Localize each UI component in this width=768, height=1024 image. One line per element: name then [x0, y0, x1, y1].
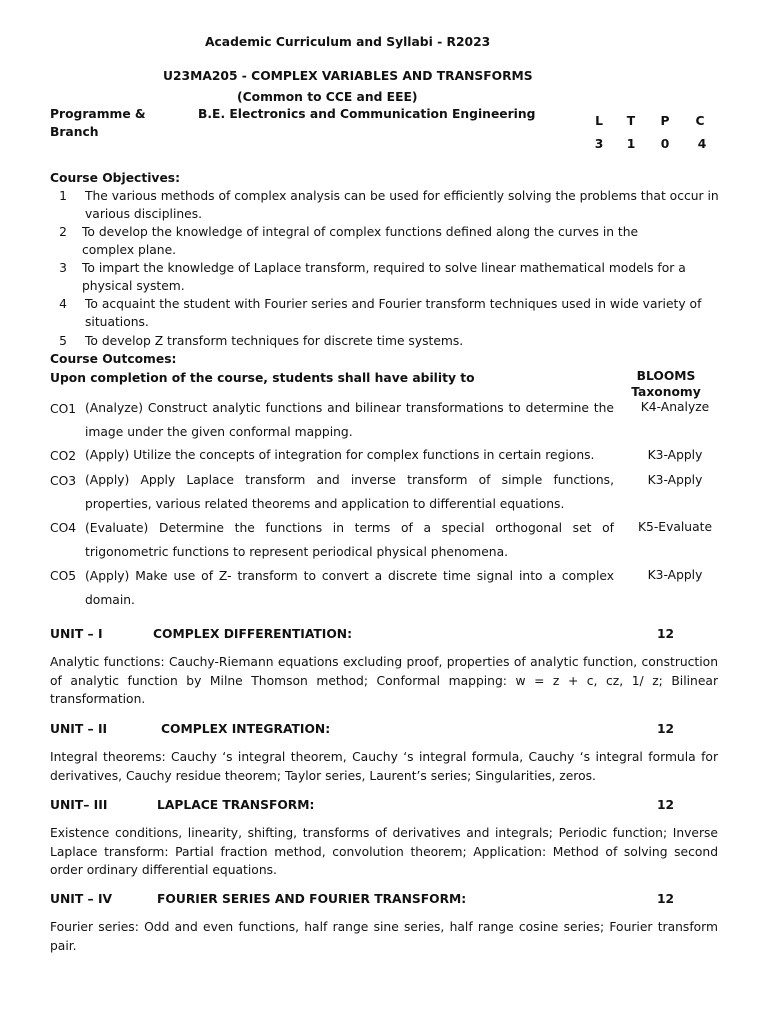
objective-text: To acquaint the student with Fourier series and Fourier transform techniques used in wide variety of situations. [85, 297, 702, 329]
ltpc-value-c: 4 [697, 137, 707, 151]
objective-text: To develop Z transform techniques for discrete time systems. [85, 334, 464, 348]
ltpc-label-c: C [695, 114, 705, 128]
blooms-heading: BLOOMS Taxonomy [631, 369, 701, 399]
unit-number: UNIT – II [50, 722, 108, 736]
outcome-blooms: K4-Analyze [640, 400, 710, 414]
course-title: U23MA205 - COMPLEX VARIABLES AND TRANSFORMS [163, 69, 533, 83]
common-to-note: (Common to CCE and EEE) [237, 90, 418, 104]
unit-hours: 12 [657, 627, 675, 641]
objective-number: 5 [59, 334, 67, 348]
outcome-blooms: K5-Evaluate [637, 520, 713, 534]
objective-number: 2 [59, 225, 67, 239]
document-header-line: Academic Curriculum and Syllabi - R2023 [205, 35, 491, 49]
outcome-code: CO1 [50, 402, 77, 416]
unit-hours: 12 [657, 722, 675, 736]
outcome-text: (Apply) Apply Laplace transform and inverse transform of simple functions, properties, various related theorems and application to differential equations. [85, 473, 614, 511]
outcome-text: (Evaluate) Determine the functions in terms of a special orthogonal set of trigonometric functions to represent periodical physical phenomena. [85, 521, 614, 559]
outcome-text: (Analyze) Construct analytic functions and bilinear transformations to determine the image under the given conformal mapping. [85, 401, 614, 439]
outcomes-heading: Course Outcomes: [50, 352, 177, 366]
unit-hours: 12 [657, 892, 675, 906]
unit-heading [50, 796, 720, 814]
unit-title: FOURIER SERIES AND FOURIER TRANSFORM: [157, 892, 467, 906]
unit-number: UNIT – IV [50, 892, 113, 906]
unit-hours: 12 [657, 798, 675, 812]
unit-title: COMPLEX INTEGRATION: [161, 722, 331, 736]
outcome-text: (Apply) Make use of Z- transform to convert a discrete time signal into a complex domain. [85, 569, 614, 607]
outcome-code: CO2 [50, 449, 77, 463]
unit-title: COMPLEX DIFFERENTIATION: [153, 627, 353, 641]
ltpc-value-p: 0 [660, 137, 670, 151]
programme-value: B.E. Electronics and Communication Engineering [198, 107, 536, 121]
ltpc-value-t: 1 [626, 137, 636, 151]
unit-content: Integral theorems: Cauchy ‘s integral theorem, Cauchy ‘s integral formula, Cauchy ‘s integral formula for derivatives, Cauchy residue theorem; Taylor series, Laurent’s series; Singularities, zeros. [50, 750, 718, 783]
objective-text: The various methods of complex analysis can be used for efficiently solving the problems that occur in various disciplines. [85, 189, 719, 221]
unit-heading [50, 625, 720, 643]
ltpc-value-l: 3 [594, 137, 604, 151]
objective-number: 4 [59, 297, 67, 311]
unit-number: UNIT – I [50, 627, 103, 641]
ltpc-labels [0, 112, 768, 130]
unit-content: Analytic functions: Cauchy-Riemann equations excluding proof, properties of analytic function, construction of analytic function by Milne Thomson method; Conformal mapping: w = z + c, cz, 1/ z; Bilinear transformation. [50, 655, 718, 706]
outcome-blooms: K3-Apply [647, 568, 703, 582]
objective-number: 3 [59, 261, 67, 275]
objectives-heading: Course Objectives: [50, 171, 181, 185]
ltpc-label-p: P [660, 114, 670, 128]
outcome-blooms: K3-Apply [647, 473, 703, 487]
unit-heading [50, 890, 720, 908]
unit-title: LAPLACE TRANSFORM: [157, 798, 315, 812]
unit-content: Existence conditions, linearity, shifting, transforms of derivatives and integrals; Periodic function; Inverse Laplace transform: Partial fraction method, convolution theorem; Application: Method of solving second order ordinary differential equations. [50, 826, 718, 877]
ltpc-label-l: L [595, 114, 603, 128]
outcome-code: CO4 [50, 521, 77, 535]
outcome-text: (Apply) Utilize the concepts of integration for complex functions in certain regions. [85, 448, 595, 462]
unit-heading [50, 720, 720, 738]
programme-label: Programme & Branch [50, 107, 146, 139]
unit-number: UNIT– III [50, 798, 108, 812]
ltpc-values [0, 135, 768, 153]
outcomes-intro: Upon completion of the course, students shall have ability to [50, 371, 475, 385]
objective-text: To impart the knowledge of Laplace transform, required to solve linear mathematical models for a physical system. [82, 261, 686, 293]
objective-text: To develop the knowledge of integral of complex functions defined along the curves in the complex plane. [82, 225, 639, 257]
ltpc-label-t: T [626, 114, 636, 128]
outcome-code: CO3 [50, 474, 77, 488]
unit-content: Fourier series: Odd and even functions, half range sine series, half range cosine series; Fourier transform pair. [50, 920, 718, 953]
outcome-blooms: K3-Apply [647, 448, 703, 462]
outcome-code: CO5 [50, 569, 77, 583]
objective-number: 1 [59, 189, 67, 203]
